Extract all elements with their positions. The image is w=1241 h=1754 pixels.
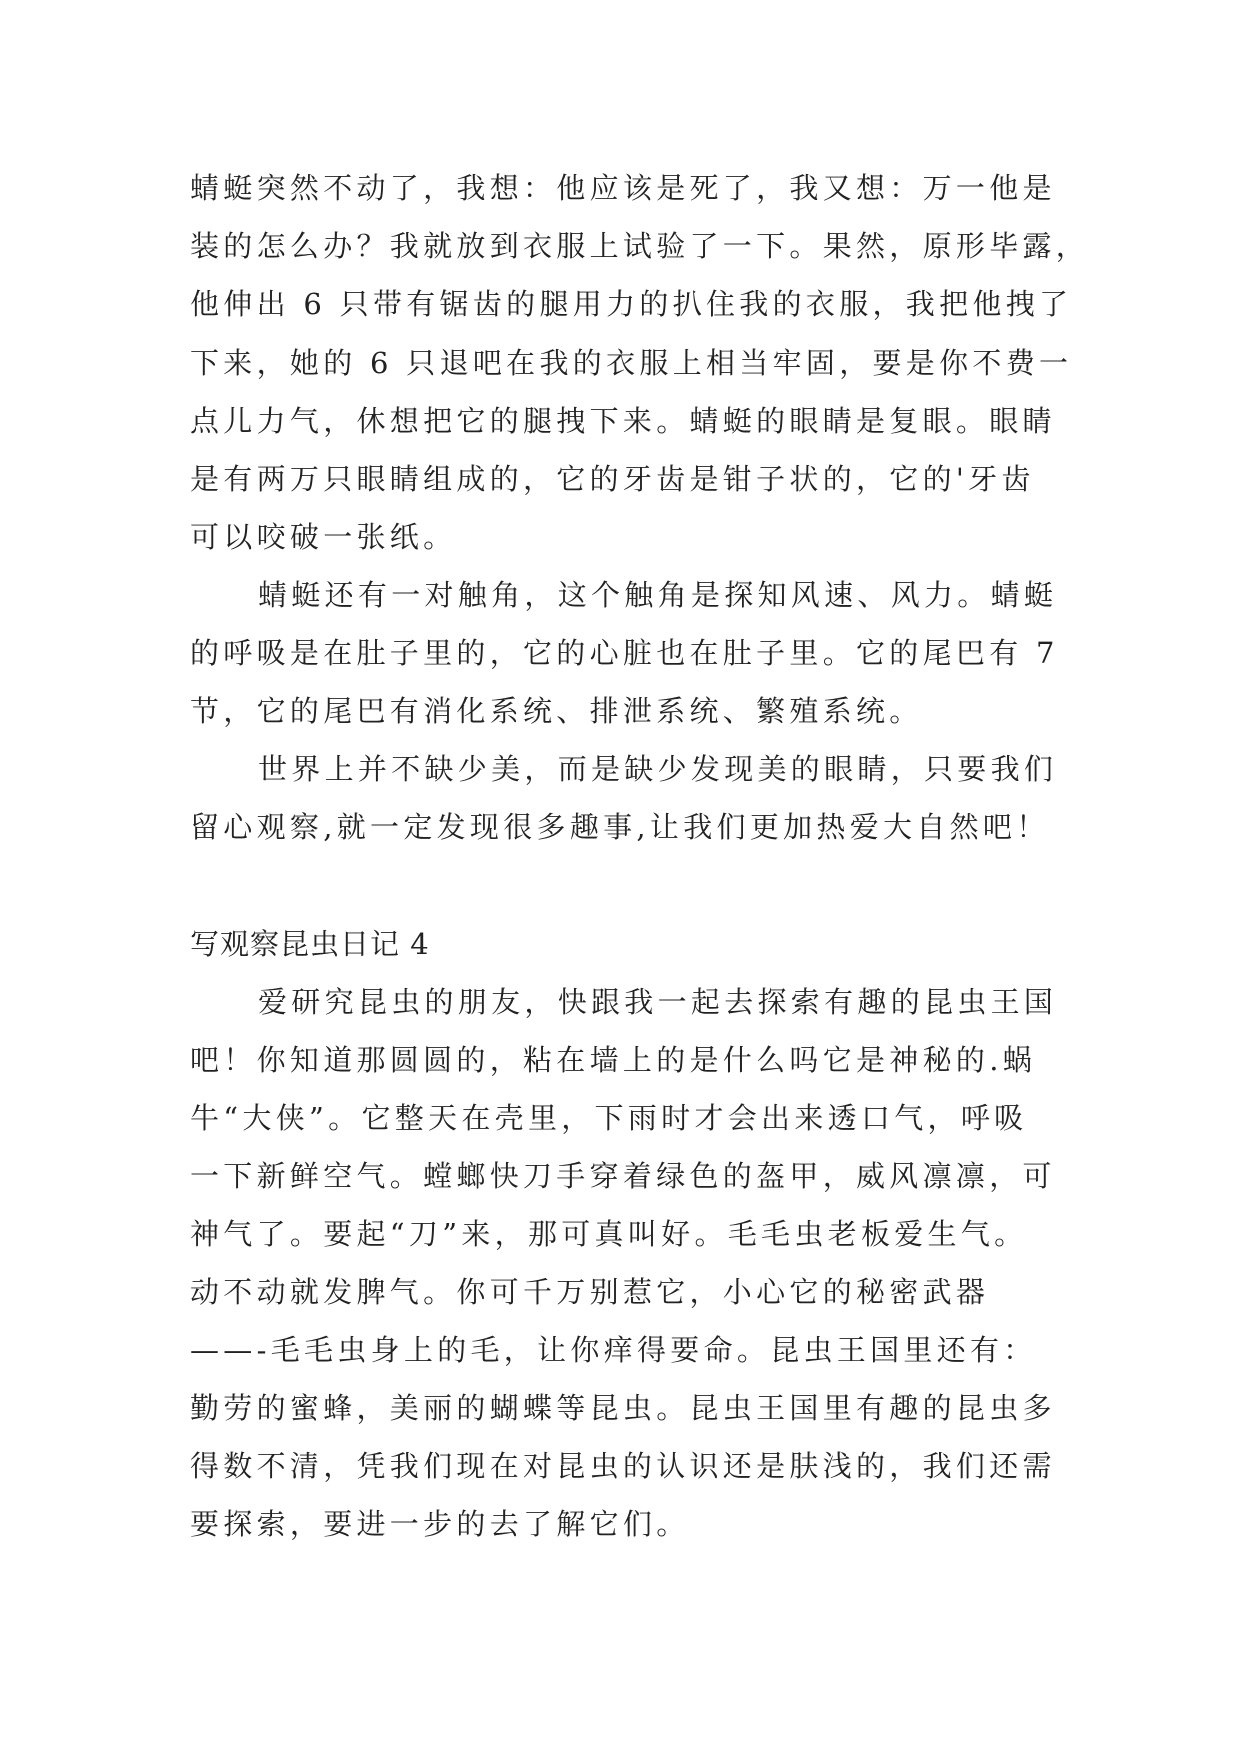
text-line: 可以咬破一张纸。 [190,520,457,554]
text-line: 世界上并不缺少美，而是缺少发现美的眼睛，只要我们 [258,752,1058,786]
text-line: 蜻蜓还有一对触角，这个触角是探知风速、风力。蜻蜓 [258,578,1058,612]
text-line: 装的怎么办？我就放到衣服上试验了一下。果然，原形毕露， [190,229,1090,263]
text-line: 神气了。要起“刀”来，那可真叫好。毛毛虫老板爱生气。 [190,1217,1028,1251]
text-line: 是有两万只眼睛组成的，它的牙齿是钳子状的，它的'牙齿 [190,462,1035,496]
text-line: 要探索，要进一步的去了解它们。 [190,1507,690,1541]
text-line: ——-毛毛虫身上的毛，让你痒得要命。昆虫王国里还有： [190,1333,1037,1367]
text-line: 吧！你知道那圆圆的，粘在墙上的是什么吗它是神秘的.蜗 [190,1043,1037,1077]
text-line: 蜻蜓突然不动了，我想：他应该是死了，我又想：万一他是 [190,171,1056,205]
text-line: 一下新鲜空气。螳螂快刀手穿着绿色的盔甲，威风凛凛，可 [190,1159,1056,1193]
text-line: 下来，她的 6 只退吧在我的衣服上相当牢固，要是你不费一 [190,346,1073,380]
text-line: 牛“大侠”。它整天在壳里，下雨时才会出来透口气，呼吸 [190,1101,1028,1135]
text-line: 爱研究昆虫的朋友，快跟我一起去探索有趣的昆虫王国 [258,985,1058,1019]
text-line: 留心观察,就一定发现很多趣事,让我们更加热爱大自然吧！ [190,810,1050,844]
text-line: 得数不清，凭我们现在对昆虫的认识还是肤浅的，我们还需 [190,1449,1056,1483]
text-line: 动不动就发脾气。你可千万别惹它，小心它的秘密武器 [190,1275,990,1309]
text-line: 他伸出 6 只带有锯齿的腿用力的扒住我的衣服，我把他拽了 [190,287,1073,321]
text-line: 点儿力气，休想把它的腿拽下来。蜻蜓的眼睛是复眼。眼睛 [190,404,1056,438]
text-line: 节，它的尾巴有消化系统、排泄系统、繁殖系统。 [190,694,923,728]
text-line: 的呼吸是在肚子里的，它的心脏也在肚子里。它的尾巴有 7 [190,636,1059,670]
section-title: 写观察昆虫日记 4 [190,927,430,961]
text-line: 勤劳的蜜蜂，美丽的蝴蝶等昆虫。昆虫王国里有趣的昆虫多 [190,1391,1056,1425]
